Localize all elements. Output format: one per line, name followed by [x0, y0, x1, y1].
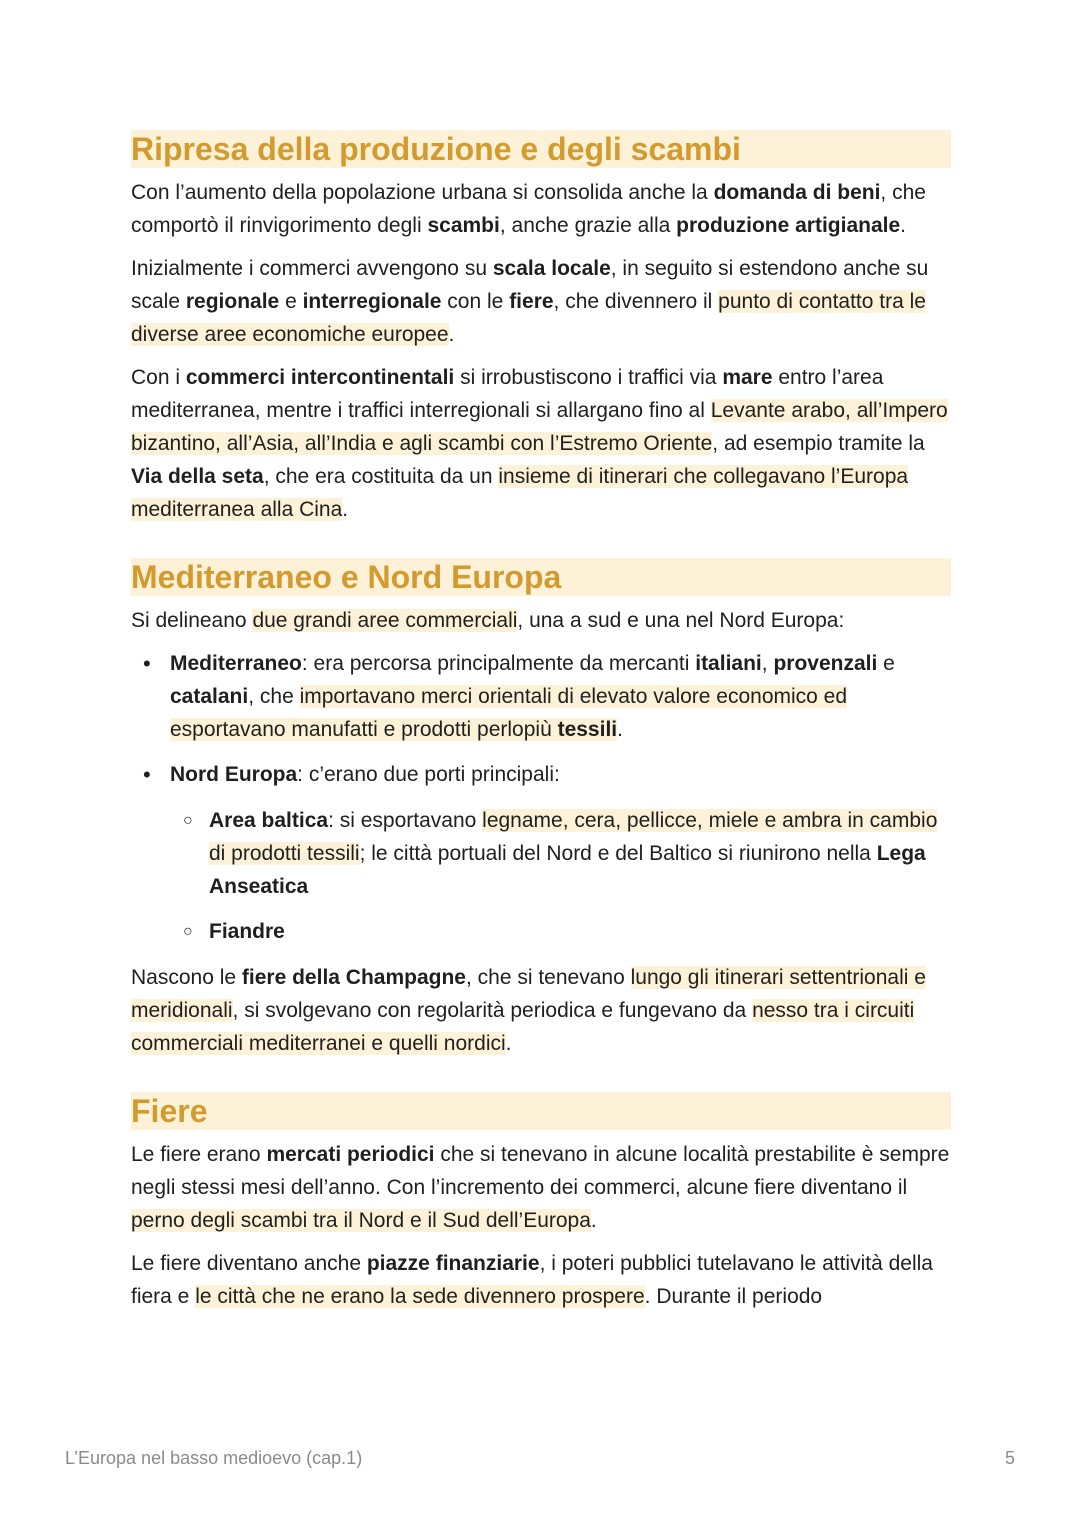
bold-text: Lega Anseatica	[209, 842, 926, 898]
text-run: .	[342, 498, 349, 521]
highlighted-text: nesso tra i circuiti commerciali mediterranei e quelli nordici	[131, 999, 915, 1055]
text-run: Nascono le	[131, 966, 242, 989]
bold-text: Nord Europa	[170, 763, 298, 786]
page-number: 5	[1004, 1448, 1015, 1468]
section-heading: Mediterraneo e Nord Europa	[131, 558, 951, 596]
text-run: : si esportavano	[328, 809, 483, 832]
bold-text: Via della seta	[131, 465, 264, 488]
bold-text: provenzali	[773, 652, 878, 675]
bold-text: italiani	[695, 652, 762, 675]
bold-text: scambi	[427, 214, 500, 237]
paragraph	[131, 361, 951, 526]
bold-text: mare	[722, 366, 773, 389]
paragraph	[131, 252, 951, 351]
list-item	[131, 758, 951, 791]
text-run: .	[505, 1032, 512, 1055]
bold-text: domanda di beni	[713, 181, 881, 204]
list-spacer	[131, 791, 951, 804]
text-run: Con i	[131, 366, 186, 389]
highlighted-text: perno degli scambi tra il Nord e il Sud dell’Europa	[131, 1209, 591, 1232]
text-run: . Durante il periodo	[644, 1285, 823, 1308]
bold-text: regionale	[185, 290, 280, 313]
text-run: e	[279, 290, 303, 313]
highlighted-text: Levante arabo, all’Impero bizantino, all’Asia, all’India e agli scambi con l’Estremo Oriente	[131, 399, 948, 455]
text-run: , anche grazie alla	[499, 214, 677, 237]
text-run: Inizialmente i commerci avvengono su	[131, 257, 493, 280]
bold-text: interregionale	[302, 290, 442, 313]
text-run: Si delineano	[131, 609, 253, 632]
paragraph	[131, 176, 951, 242]
bold-text: produzione artigianale	[676, 214, 901, 237]
text-run: , si svolgevano con regolarità periodica e fungevano da	[232, 999, 753, 1022]
bold-text: catalani	[170, 685, 249, 708]
highlighted-text: importavano merci orientali di elevato valore economico ed esportavano manufatti e prodotti perlopiù	[170, 685, 848, 741]
bold-text: fiere della Champagne	[241, 966, 466, 989]
list-spacer	[131, 746, 951, 758]
bold-text: Mediterraneo	[170, 652, 302, 675]
list-item	[131, 915, 951, 948]
text-run: si irrobustiscono i traffici via	[454, 366, 723, 389]
text-run: : c’erano due porti principali:	[297, 763, 560, 786]
page-content	[131, 130, 951, 1313]
bold-text: mercati periodici	[266, 1143, 435, 1166]
bold-text: piazze finanziarie	[366, 1252, 540, 1275]
bold-text: scala locale	[492, 257, 611, 280]
text-run: , che comportò il rinvigorimento degli	[131, 181, 926, 237]
list-spacer	[131, 903, 951, 915]
highlighted-text: due grandi aree commerciali	[252, 609, 518, 632]
highlighted-text: legname, cera, pellicce, miele e ambra in cambio di prodotti tessili	[209, 809, 938, 865]
text-run: , che si tenevano	[465, 966, 631, 989]
text-run: , i poteri pubblici tutelavano le attività della fiera e	[131, 1252, 933, 1308]
paragraph	[131, 961, 951, 1060]
text-run: Le fiere diventano anche	[131, 1252, 367, 1275]
text-run: .	[617, 718, 623, 741]
bold-text: commerci intercontinentali	[185, 366, 455, 389]
footer-title: L’Europa nel basso medioevo (cap.1)	[65, 1448, 363, 1468]
highlighted-text: punto di contatto tra le diverse aree economiche europee	[131, 290, 926, 346]
list-item	[131, 804, 951, 903]
bold-text: fiere	[509, 290, 554, 313]
section-heading: Ripresa della produzione e degli scambi	[131, 130, 951, 168]
text-run: Le fiere erano	[131, 1143, 267, 1166]
bold-text: Area baltica	[209, 809, 329, 832]
bullet-list	[131, 647, 951, 948]
bold-text: tessili	[557, 718, 618, 741]
list-item	[131, 647, 951, 746]
highlighted-text: lungo gli itinerari settentrionali e meridionali	[131, 966, 926, 1022]
highlighted-text: le città che ne erano la sede divennero prospere	[195, 1285, 645, 1308]
text-run: .	[448, 323, 455, 346]
paragraph	[131, 604, 951, 637]
text-run: e	[877, 652, 895, 675]
text-run: Con l’aumento della popolazione urbana si consolida anche la	[131, 181, 714, 204]
text-run: .	[590, 1209, 597, 1232]
bold-text: Fiandre	[209, 920, 285, 943]
section-heading: Fiere	[131, 1092, 951, 1130]
text-run: che si tenevano in alcune località prestabilite è sempre negli stessi mesi dell’anno. Con l’incremento dei commerci, alcune fiere diventano il	[131, 1143, 950, 1199]
highlighted-text: insieme di itinerari che collegavano l’Europa mediterranea alla Cina	[131, 465, 909, 521]
text-run: , in seguito si estendono anche su scale	[131, 257, 929, 313]
paragraph	[131, 1247, 951, 1313]
text-run: con le	[441, 290, 510, 313]
text-run: ; le città portuali del Nord e del Baltico si riunirono nella	[359, 842, 877, 865]
text-run: , che era costituita da un	[263, 465, 499, 488]
text-run: , che	[248, 685, 300, 708]
text-run: ,	[761, 652, 774, 675]
text-run: , ad esempio tramite la	[712, 432, 925, 455]
text-run: .	[900, 214, 906, 237]
text-run: entro l’area mediterranea, mentre i traffici interregionali si allargano fino al	[131, 366, 884, 422]
text-run: : era percorsa principalmente da mercanti	[301, 652, 696, 675]
text-run: , una a sud e una nel Nord Europa:	[517, 609, 845, 632]
text-run: , che divennero il	[553, 290, 719, 313]
paragraph	[131, 1138, 951, 1237]
